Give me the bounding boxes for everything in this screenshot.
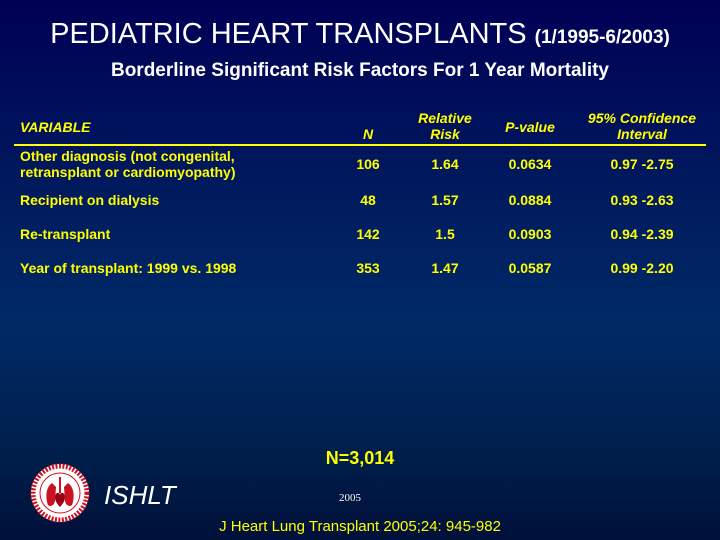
row-confidence-interval: 0.99 -2.20: [610, 260, 674, 276]
row-variable-line1: Other diagnosis (not congenital,: [20, 148, 235, 164]
ishlt-logo-icon: [30, 463, 90, 523]
row-confidence-interval: 0.93 -2.63: [610, 192, 674, 208]
org-name: ISHLT: [104, 480, 176, 510]
header-ci-line1: 95% Confidence: [587, 110, 697, 126]
row-variable: Year of transplant: 1999 vs. 1998: [20, 260, 237, 276]
row-pvalue: 0.0587: [508, 260, 552, 276]
row-variable: Re-transplant: [20, 226, 111, 242]
header-ci-line2: Interval: [617, 126, 667, 142]
header-rr-line1: Relative: [418, 110, 472, 126]
header-pvalue: P-value: [505, 119, 555, 135]
row-relative-risk: 1.47: [431, 260, 459, 276]
header-n: N: [362, 126, 374, 142]
header-rr-line2: Risk: [430, 126, 460, 142]
row-variable-line2: retransplant or cardiomyopathy): [20, 164, 236, 180]
row-n: 48: [360, 192, 376, 208]
sample-size: N=3,014: [325, 448, 395, 468]
row-pvalue: 0.0634: [508, 156, 552, 172]
row-confidence-interval: 0.94 -2.39: [610, 226, 674, 242]
header-variable: VARIABLE: [20, 119, 91, 135]
row-n: 353: [356, 260, 380, 276]
slide-subtitle: Borderline Significant Risk Factors For 1 Year Mortality: [110, 60, 609, 81]
title-main: PEDIATRIC HEART TRANSPLANTS: [50, 18, 527, 50]
row-confidence-interval: 0.97 -2.75: [610, 156, 674, 172]
slide-title: [0, 18, 720, 51]
row-variable: [20, 148, 236, 180]
row-variable: Recipient on dialysis: [20, 192, 160, 208]
row-pvalue: 0.0903: [508, 226, 552, 242]
row-relative-risk: 1.57: [431, 192, 459, 208]
title-date-range: (1/1995-6/2003): [534, 27, 670, 48]
row-relative-risk: 1.5: [435, 226, 455, 242]
row-pvalue: 0.0884: [508, 192, 552, 208]
publication-year: 2005: [339, 492, 361, 504]
row-n: 142: [356, 226, 380, 242]
header-confidence-interval: [578, 110, 706, 142]
header-relative-risk: [400, 110, 490, 142]
row-n: 106: [356, 156, 380, 172]
header-divider: [14, 144, 706, 146]
citation: J Heart Lung Transplant 2005;24: 945-982: [219, 518, 501, 535]
row-relative-risk: 1.64: [431, 156, 459, 172]
